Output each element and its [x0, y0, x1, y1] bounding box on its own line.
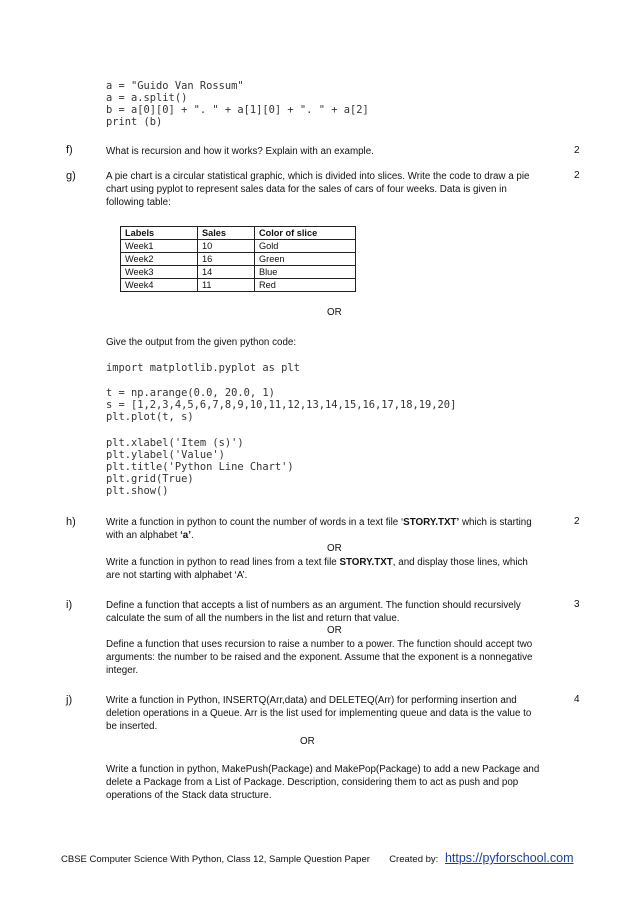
question-label-i: i) [66, 599, 73, 611]
text-line: integer. [106, 665, 139, 676]
code-line: plt.show() [106, 485, 169, 497]
table-cell: Week4 [121, 279, 198, 292]
file-name-bold: STORY.TXT [339, 557, 393, 568]
footer-link[interactable]: https://pyforschool.com [444, 851, 574, 865]
code-line: a = "Guido Van Rossum" [106, 80, 244, 92]
code-line: t = np.arange(0.0, 20.0, 1) [106, 387, 275, 399]
question-alt-text-i [106, 638, 568, 677]
table-cell: Week2 [121, 253, 198, 266]
text-line [106, 516, 568, 529]
text-line [106, 529, 568, 542]
alphabet-bold: ‘a’ [180, 530, 191, 541]
text-line [106, 556, 568, 569]
text-line: delete a Package from a List of Package. Description, considering them to act as push and pop [106, 777, 519, 788]
marks-i: 3 [574, 599, 580, 610]
table-cell: Week1 [121, 240, 198, 253]
code-line: plt.ylabel('Value') [106, 449, 225, 461]
table-header-row [121, 227, 356, 240]
table-cell: Red [255, 279, 356, 292]
table-header: Labels [121, 227, 198, 240]
code-line: a = a.split() [106, 92, 188, 104]
code-line: print (b) [106, 116, 163, 128]
question-alt-text-g: Give the output from the given python code: [106, 337, 297, 348]
question-text-i [106, 599, 568, 625]
code-line: s = [1,2,3,4,5,6,7,8,9,10,11,12,13,14,15,16,17,18,19,20] [106, 399, 457, 411]
text-line: Define a function that uses recursion to raise a number to a power. The function should accept two [106, 639, 533, 650]
text-span: which is starting [459, 517, 532, 528]
marks-h: 2 [574, 516, 580, 527]
or-separator-h: OR [327, 543, 342, 554]
text-span: Write a function in python to read lines from a text file [106, 557, 340, 568]
table-cell: Blue [255, 266, 356, 279]
question-alt-text-h [106, 556, 568, 582]
page-footer [61, 851, 573, 865]
code-line: plt.plot(t, s) [106, 411, 194, 423]
table-cell: Gold [255, 240, 356, 253]
code-import [106, 362, 300, 374]
or-separator-j: OR [300, 736, 315, 747]
marks-f: 2 [574, 145, 580, 156]
text-line: Write a function in python, MakePush(Package) and MakePop(Package) to add a new Package and [106, 764, 540, 775]
table-cell: 16 [198, 253, 255, 266]
text-line: Write a function in Python, INSERTQ(Arr,data) and DELETEQ(Arr) for performing insertion and [106, 695, 517, 706]
text-line: calculate the sum of all the numbers in the list and return that value. [106, 613, 400, 624]
code-line: plt.grid(True) [106, 473, 194, 485]
text-line: be inserted. [106, 721, 158, 732]
question-text-f: What is recursion and how it works? Explain with an example. [106, 146, 374, 157]
table-header: Color of slice [255, 227, 356, 240]
table-row [121, 240, 356, 253]
code-line: plt.xlabel('Item (s)') [106, 437, 244, 449]
table-cell: 10 [198, 240, 255, 253]
question-alt-text-j [106, 763, 568, 802]
table-cell: Green [255, 253, 356, 266]
question-text-j [106, 694, 568, 733]
text-span: , and display those lines, which [392, 557, 528, 568]
table-cell: 11 [198, 279, 255, 292]
question-text-g [106, 170, 568, 209]
file-name-bold: STORY.TXT’ [403, 517, 460, 528]
or-separator-g: OR [327, 307, 342, 318]
table-cell: 14 [198, 266, 255, 279]
text-line: arguments: the number to be raised and the exponent. Assume that the exponent is a nonnegative [106, 652, 533, 663]
text-line: are not starting with alphabet ‘A’. [106, 570, 248, 581]
code-block-top [106, 80, 369, 128]
question-text-h [106, 516, 568, 542]
text-line: following table: [106, 197, 171, 208]
code-line: plt.title('Python Line Chart') [106, 461, 294, 473]
or-separator-i: OR [327, 625, 342, 636]
code-line: import matplotlib.pyplot as plt [106, 362, 300, 374]
question-label-g: g) [66, 170, 76, 182]
text-span: Write a function in python to count the number of words in a text file ‘ [106, 517, 404, 528]
footer-created-by: Created by: [389, 854, 439, 865]
text-line: A pie chart is a circular statistical graphic, which is divided into slices. Write the code to draw a pie [106, 171, 530, 182]
question-label-j: j) [66, 694, 73, 706]
table-row [121, 253, 356, 266]
table-row [121, 266, 356, 279]
marks-g: 2 [574, 170, 580, 181]
text-span: . [190, 530, 194, 541]
table-cell: Week3 [121, 266, 198, 279]
text-line: operations of the Stack data structure. [106, 790, 272, 801]
code-block-a [106, 387, 456, 423]
text-line: Define a function that accepts a list of numbers as an argument. The function should recursively [106, 600, 521, 611]
text-line: chart using pyplot to represent sales data for the sales of cars of four weeks. Data is given in [106, 184, 507, 195]
text-line: deletion operations in a Queue. Arr is the list used for implementing queue and data is the value to [106, 708, 532, 719]
text-span: with an alphabet [106, 530, 181, 541]
code-line: b = a[0][0] + ". " + a[1][0] + ". " + a[2] [106, 104, 369, 116]
code-block-b [106, 437, 294, 497]
question-label-h: h) [66, 516, 76, 528]
table-row [121, 279, 356, 292]
marks-j: 4 [574, 694, 580, 705]
footer-title: CBSE Computer Science With Python, Class 12, Sample Question Paper [61, 854, 370, 865]
table-header: Sales [198, 227, 255, 240]
sales-table [120, 226, 356, 292]
question-label-f: f) [66, 144, 73, 156]
